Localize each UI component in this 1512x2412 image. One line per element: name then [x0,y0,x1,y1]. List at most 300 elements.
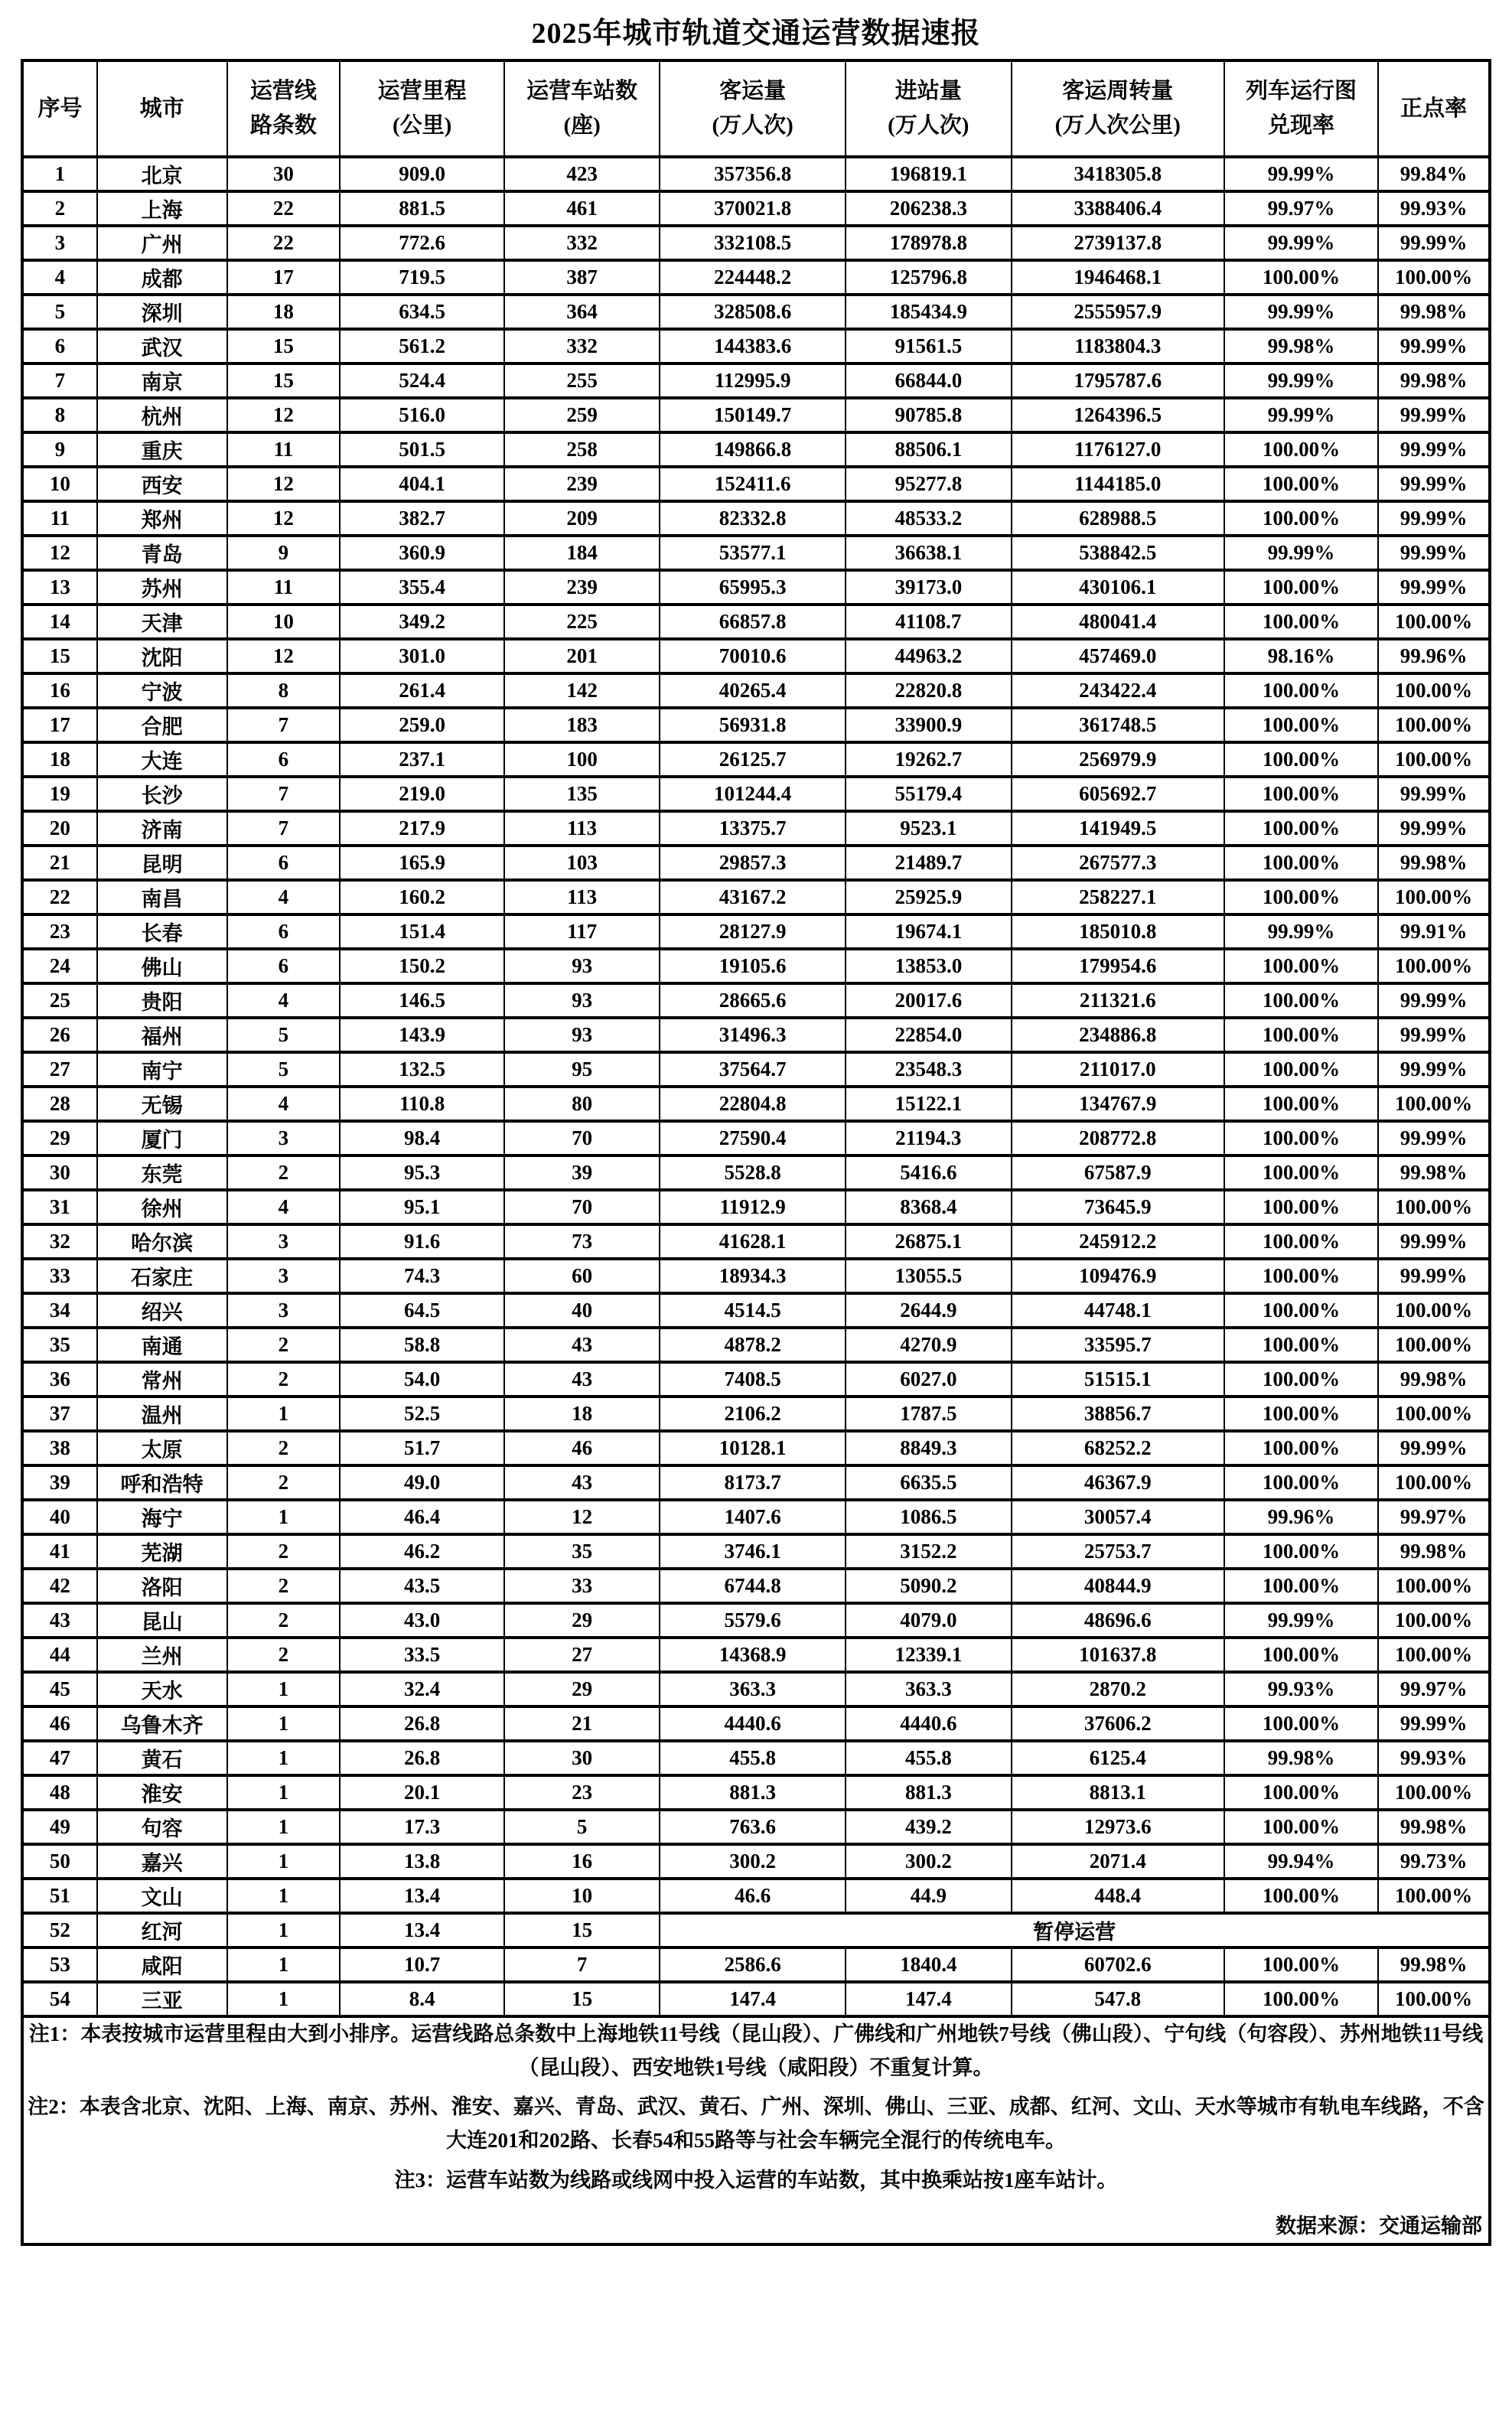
cell-passenger-turnover: 1183804.3 [1012,329,1224,363]
cell-punctuality-rate: 100.00% [1378,880,1490,914]
cell-city: 厦门 [97,1121,227,1155]
table-row [22,467,1490,501]
cell-entry-volume: 881.3 [846,1775,1012,1810]
cell-mileage-km: 8.4 [340,1982,504,2016]
cell-timetable-fulfillment-rate: 99.96% [1224,1500,1378,1534]
cell-passenger-turnover: 480041.4 [1012,605,1224,639]
cell-entry-volume: 88506.1 [846,432,1012,467]
table-row [22,432,1490,467]
cell-timetable-fulfillment-rate: 99.99% [1224,157,1378,191]
cell-punctuality-rate: 99.99% [1378,1224,1490,1259]
cell-serial: 49 [22,1810,97,1844]
cell-lines-count: 11 [227,432,341,467]
cell-city: 哈尔滨 [97,1224,227,1259]
cell-passenger-turnover: 243422.4 [1012,673,1224,708]
cell-timetable-fulfillment-rate: 99.99% [1224,295,1378,329]
cell-mileage-km: 382.7 [340,501,504,536]
cell-mileage-km: 516.0 [340,398,504,432]
cell-serial: 40 [22,1500,97,1534]
cell-timetable-fulfillment-rate: 99.93% [1224,1672,1378,1706]
cell-passenger-volume: 149866.8 [660,432,846,467]
cell-passenger-turnover: 48696.6 [1012,1603,1224,1638]
cell-passenger-volume: 101244.4 [660,777,846,811]
cell-lines-count: 1 [227,1982,341,2016]
cell-serial: 52 [22,1913,97,1948]
cell-entry-volume: 22820.8 [846,673,1012,708]
cell-passenger-volume: 8173.7 [660,1465,846,1500]
cell-mileage-km: 237.1 [340,742,504,777]
table-row [22,1052,1490,1087]
cell-city: 南宁 [97,1052,227,1087]
cell-city: 深圳 [97,295,227,329]
cell-stations-count: 5 [504,1810,660,1844]
cell-mileage-km: 909.0 [340,157,504,191]
table-row [22,1121,1490,1155]
cell-stations-count: 70 [504,1190,660,1224]
cell-passenger-turnover: 1264396.5 [1012,398,1224,432]
cell-lines-count: 2 [227,1569,341,1603]
cell-city: 温州 [97,1397,227,1431]
cell-lines-count: 3 [227,1293,341,1328]
cell-punctuality-rate: 99.84% [1378,157,1490,191]
cell-lines-count: 12 [227,467,341,501]
cell-serial: 46 [22,1706,97,1741]
cell-stations-count: 461 [504,191,660,226]
cell-passenger-volume: 144383.6 [660,329,846,363]
table-row [22,742,1490,777]
cell-serial: 26 [22,1018,97,1052]
cell-mileage-km: 634.5 [340,295,504,329]
cell-mileage-km: 46.2 [340,1534,504,1569]
cell-punctuality-rate: 100.00% [1378,260,1490,295]
cell-punctuality-rate: 99.99% [1378,1121,1490,1155]
cell-timetable-fulfillment-rate: 99.99% [1224,398,1378,432]
cell-punctuality-rate: 99.98% [1378,1810,1490,1844]
table-row [22,1603,1490,1638]
cell-punctuality-rate: 99.99% [1378,398,1490,432]
cell-entry-volume: 4440.6 [846,1706,1012,1741]
cell-stations-count: 239 [504,467,660,501]
cell-serial: 24 [22,949,97,983]
cell-serial: 7 [22,363,97,398]
table-row [22,1913,1490,1948]
cell-punctuality-rate: 99.98% [1378,1948,1490,1982]
cell-stations-count: 10 [504,1879,660,1913]
cell-passenger-volume: 14368.9 [660,1638,846,1672]
cell-lines-count: 15 [227,329,341,363]
cell-lines-count: 6 [227,914,341,949]
cell-passenger-volume: 881.3 [660,1775,846,1810]
cell-timetable-fulfillment-rate: 98.16% [1224,639,1378,673]
cell-timetable-fulfillment-rate: 100.00% [1224,1810,1378,1844]
cell-passenger-volume: 22804.8 [660,1087,846,1121]
cell-passenger-volume: 10128.1 [660,1431,846,1465]
cell-lines-count: 1 [227,1810,341,1844]
table-row [22,1638,1490,1672]
cell-timetable-fulfillment-rate: 100.00% [1224,260,1378,295]
cell-passenger-volume: 56931.8 [660,708,846,742]
cell-lines-count: 9 [227,536,341,570]
cell-timetable-fulfillment-rate: 100.00% [1224,1121,1378,1155]
cell-passenger-volume: 150149.7 [660,398,846,432]
cell-city: 昆明 [97,846,227,880]
cell-serial: 3 [22,226,97,260]
cell-lines-count: 1 [227,1879,341,1913]
cell-mileage-km: 146.5 [340,983,504,1018]
cell-passenger-volume: 763.6 [660,1810,846,1844]
cell-lines-count: 3 [227,1224,341,1259]
cell-lines-count: 6 [227,742,341,777]
cell-timetable-fulfillment-rate: 100.00% [1224,1052,1378,1087]
table-row [22,1500,1490,1534]
table-row [22,1775,1490,1810]
cell-punctuality-rate: 99.99% [1378,1706,1490,1741]
col-header-passenger-turnover: 客运周转量 (万人次公里) [1012,60,1224,157]
col-header-passenger-volume: 客运量 (万人次) [660,60,846,157]
cell-punctuality-rate: 100.00% [1378,742,1490,777]
cell-punctuality-rate: 100.00% [1378,1190,1490,1224]
table-row [22,570,1490,605]
cell-punctuality-rate: 100.00% [1378,1087,1490,1121]
cell-timetable-fulfillment-rate: 100.00% [1224,708,1378,742]
cell-lines-count: 7 [227,811,341,846]
cell-mileage-km: 143.9 [340,1018,504,1052]
cell-stations-count: 225 [504,605,660,639]
cell-entry-volume: 8849.3 [846,1431,1012,1465]
cell-mileage-km: 772.6 [340,226,504,260]
cell-city: 红河 [97,1913,227,1948]
cell-city: 北京 [97,157,227,191]
table-row [22,329,1490,363]
cell-stations-count: 46 [504,1431,660,1465]
cell-lines-count: 2 [227,1362,341,1397]
cell-stations-count: 29 [504,1603,660,1638]
cell-mileage-km: 32.4 [340,1672,504,1706]
cell-lines-count: 6 [227,846,341,880]
cell-timetable-fulfillment-rate: 100.00% [1224,1259,1378,1293]
cell-city: 文山 [97,1879,227,1913]
cell-punctuality-rate: 99.97% [1378,1672,1490,1706]
cell-passenger-volume: 18934.3 [660,1259,846,1293]
cell-lines-count: 30 [227,157,341,191]
cell-entry-volume: 1840.4 [846,1948,1012,1982]
cell-punctuality-rate: 100.00% [1378,1465,1490,1500]
cell-stations-count: 39 [504,1155,660,1190]
cell-lines-count: 3 [227,1121,341,1155]
cell-entry-volume: 363.3 [846,1672,1012,1706]
cell-city: 嘉兴 [97,1844,227,1879]
cell-mileage-km: 20.1 [340,1775,504,1810]
cell-serial: 19 [22,777,97,811]
cell-passenger-turnover: 457469.0 [1012,639,1224,673]
cell-entry-volume: 13853.0 [846,949,1012,983]
cell-stations-count: 73 [504,1224,660,1259]
cell-stations-count: 103 [504,846,660,880]
cell-passenger-volume: 40265.4 [660,673,846,708]
cell-lines-count: 5 [227,1052,341,1087]
cell-lines-count: 6 [227,949,341,983]
cell-serial: 16 [22,673,97,708]
cell-serial: 37 [22,1397,97,1431]
cell-stations-count: 35 [504,1534,660,1569]
cell-serial: 21 [22,846,97,880]
cell-lines-count: 2 [227,1328,341,1362]
cell-mileage-km: 74.3 [340,1259,504,1293]
table-row [22,708,1490,742]
cell-mileage-km: 132.5 [340,1052,504,1087]
cell-passenger-turnover: 1144185.0 [1012,467,1224,501]
cell-passenger-turnover: 179954.6 [1012,949,1224,983]
cell-city: 青岛 [97,536,227,570]
cell-passenger-volume: 46.6 [660,1879,846,1913]
table-row [22,1569,1490,1603]
cell-entry-volume: 33900.9 [846,708,1012,742]
table-row [22,914,1490,949]
cell-stations-count: 43 [504,1328,660,1362]
cell-lines-count: 2 [227,1603,341,1638]
cell-serial: 1 [22,157,97,191]
cell-stations-count: 70 [504,1121,660,1155]
cell-passenger-volume: 4440.6 [660,1706,846,1741]
cell-entry-volume: 6027.0 [846,1362,1012,1397]
cell-city: 郑州 [97,501,227,536]
note-3: 注3：运营车站数为线路或线网中投入运营的车站数，其中换乘站按1座车站计。 [394,2168,1118,2192]
cell-timetable-fulfillment-rate: 100.00% [1224,1397,1378,1431]
cell-serial: 13 [22,570,97,605]
cell-mileage-km: 13.4 [340,1913,504,1948]
cell-timetable-fulfillment-rate: 100.00% [1224,1328,1378,1362]
cell-serial: 9 [22,432,97,467]
cell-city: 常州 [97,1362,227,1397]
transit-operations-table [21,59,1491,2246]
cell-city: 石家庄 [97,1259,227,1293]
cell-passenger-turnover: 448.4 [1012,1879,1224,1913]
header-row [22,60,1490,157]
cell-timetable-fulfillment-rate: 100.00% [1224,605,1378,639]
cell-city: 武汉 [97,329,227,363]
cell-serial: 54 [22,1982,97,2016]
cell-timetable-fulfillment-rate: 100.00% [1224,777,1378,811]
table-row [22,811,1490,846]
table-row [22,949,1490,983]
cell-stations-count: 95 [504,1052,660,1087]
cell-entry-volume: 48533.2 [846,501,1012,536]
cell-city: 呼和浩特 [97,1465,227,1500]
cell-stations-count: 239 [504,570,660,605]
cell-entry-volume: 21489.7 [846,846,1012,880]
cell-mileage-km: 26.8 [340,1706,504,1741]
cell-passenger-turnover: 51515.1 [1012,1362,1224,1397]
cell-stations-count: 113 [504,811,660,846]
cell-entry-volume: 41108.7 [846,605,1012,639]
cell-city: 沈阳 [97,639,227,673]
cell-punctuality-rate: 99.99% [1378,226,1490,260]
table-row [22,639,1490,673]
cell-mileage-km: 98.4 [340,1121,504,1155]
cell-timetable-fulfillment-rate: 100.00% [1224,846,1378,880]
cell-punctuality-rate: 99.98% [1378,295,1490,329]
cell-entry-volume: 20017.6 [846,983,1012,1018]
cell-passenger-turnover: 1176127.0 [1012,432,1224,467]
cell-punctuality-rate: 99.98% [1378,1362,1490,1397]
cell-entry-volume: 13055.5 [846,1259,1012,1293]
cell-mileage-km: 301.0 [340,639,504,673]
cell-passenger-turnover: 134767.9 [1012,1087,1224,1121]
note-2: 注2：本表含北京、沈阳、上海、南京、苏州、淮安、嘉兴、青岛、武汉、黄石、广州、深圳、佛山、三亚、成都、红河、文山、天水等城市有轨电车线路，不含大连201和202路、长春54和55路等与社会车辆完全混行的传统电车。 [28,2095,1484,2153]
cell-lines-count: 4 [227,1190,341,1224]
cell-city: 乌鲁木齐 [97,1706,227,1741]
cell-serial: 34 [22,1293,97,1328]
cell-passenger-turnover: 361748.5 [1012,708,1224,742]
cell-entry-volume: 6635.5 [846,1465,1012,1500]
cell-city: 句容 [97,1810,227,1844]
cell-stations-count: 15 [504,1913,660,1948]
cell-mileage-km: 33.5 [340,1638,504,1672]
cell-timetable-fulfillment-rate: 100.00% [1224,1948,1378,1982]
cell-passenger-turnover: 141949.5 [1012,811,1224,846]
cell-passenger-volume: 357356.8 [660,157,846,191]
cell-mileage-km: 501.5 [340,432,504,467]
cell-passenger-turnover: 68252.2 [1012,1431,1224,1465]
cell-timetable-fulfillment-rate: 100.00% [1224,1879,1378,1913]
cell-lines-count: 2 [227,1431,341,1465]
cell-lines-count: 22 [227,191,341,226]
cell-stations-count: 43 [504,1465,660,1500]
cell-punctuality-rate: 99.99% [1378,777,1490,811]
cell-passenger-turnover: 628988.5 [1012,501,1224,536]
table-row [22,1328,1490,1362]
cell-stations-count: 60 [504,1259,660,1293]
cell-serial: 44 [22,1638,97,1672]
cell-city: 黄石 [97,1741,227,1775]
cell-passenger-volume: 13375.7 [660,811,846,846]
cell-mileage-km: 91.6 [340,1224,504,1259]
cell-passenger-volume: 28127.9 [660,914,846,949]
cell-serial: 23 [22,914,97,949]
cell-mileage-km: 881.5 [340,191,504,226]
cell-entry-volume: 1086.5 [846,1500,1012,1534]
cell-timetable-fulfillment-rate: 100.00% [1224,949,1378,983]
cell-passenger-volume: 3746.1 [660,1534,846,1569]
cell-passenger-turnover: 2870.2 [1012,1672,1224,1706]
table-row [22,191,1490,226]
cell-mileage-km: 52.5 [340,1397,504,1431]
cell-passenger-volume: 27590.4 [660,1121,846,1155]
cell-passenger-turnover: 30057.4 [1012,1500,1224,1534]
cell-stations-count: 16 [504,1844,660,1879]
col-header-punctuality-rate: 正点率 [1378,60,1490,157]
cell-timetable-fulfillment-rate: 99.99% [1224,536,1378,570]
cell-passenger-turnover: 538842.5 [1012,536,1224,570]
cell-passenger-turnover: 258227.1 [1012,880,1224,914]
cell-punctuality-rate: 99.99% [1378,536,1490,570]
cell-timetable-fulfillment-rate: 100.00% [1224,1569,1378,1603]
cell-passenger-volume: 1407.6 [660,1500,846,1534]
cell-mileage-km: 58.8 [340,1328,504,1362]
cell-entry-volume: 4270.9 [846,1328,1012,1362]
cell-stations-count: 18 [504,1397,660,1431]
cell-mileage-km: 349.2 [340,605,504,639]
cell-serial: 50 [22,1844,97,1879]
table-row [22,1431,1490,1465]
cell-serial: 11 [22,501,97,536]
table-row [22,1879,1490,1913]
cell-passenger-turnover: 3418305.8 [1012,157,1224,191]
cell-timetable-fulfillment-rate: 100.00% [1224,467,1378,501]
cell-mileage-km: 561.2 [340,329,504,363]
cell-timetable-fulfillment-rate: 100.00% [1224,1534,1378,1569]
cell-city: 三亚 [97,1982,227,2016]
cell-city: 无锡 [97,1087,227,1121]
cell-stations-count: 364 [504,295,660,329]
cell-timetable-fulfillment-rate: 100.00% [1224,570,1378,605]
cell-stations-count: 7 [504,1948,660,1982]
cell-serial: 17 [22,708,97,742]
cell-serial: 47 [22,1741,97,1775]
cell-lines-count: 17 [227,260,341,295]
cell-entry-volume: 15122.1 [846,1087,1012,1121]
cell-passenger-turnover: 1795787.6 [1012,363,1224,398]
cell-passenger-turnover: 3388406.4 [1012,191,1224,226]
cell-timetable-fulfillment-rate: 100.00% [1224,1087,1378,1121]
cell-city: 兰州 [97,1638,227,1672]
cell-stations-count: 255 [504,363,660,398]
cell-stations-count: 259 [504,398,660,432]
cell-serial: 22 [22,880,97,914]
table-row [22,157,1490,191]
table-row [22,1982,1490,2016]
cell-mileage-km: 51.7 [340,1431,504,1465]
cell-passenger-volume: 19105.6 [660,949,846,983]
cell-punctuality-rate: 99.97% [1378,1500,1490,1534]
cell-punctuality-rate: 99.99% [1378,1431,1490,1465]
cell-serial: 15 [22,639,97,673]
cell-lines-count: 12 [227,639,341,673]
cell-timetable-fulfillment-rate: 99.99% [1224,914,1378,949]
cell-timetable-fulfillment-rate: 100.00% [1224,673,1378,708]
cell-passenger-volume: 147.4 [660,1982,846,2016]
cell-entry-volume: 44963.2 [846,639,1012,673]
cell-passenger-turnover: 605692.7 [1012,777,1224,811]
cell-passenger-volume: 4878.2 [660,1328,846,1362]
cell-lines-count: 1 [227,1775,341,1810]
cell-mileage-km: 355.4 [340,570,504,605]
table-row [22,260,1490,295]
cell-punctuality-rate: 100.00% [1378,1569,1490,1603]
cell-mileage-km: 54.0 [340,1362,504,1397]
cell-passenger-turnover: 109476.9 [1012,1259,1224,1293]
table-row [22,1948,1490,1982]
cell-passenger-volume: 332108.5 [660,226,846,260]
cell-passenger-volume: 31496.3 [660,1018,846,1052]
cell-entry-volume: 19674.1 [846,914,1012,949]
cell-lines-count: 3 [227,1259,341,1293]
cell-entry-volume: 3152.2 [846,1534,1012,1569]
cell-lines-count: 18 [227,295,341,329]
table-row [22,605,1490,639]
cell-city: 徐州 [97,1190,227,1224]
cell-city: 重庆 [97,432,227,467]
cell-city: 西安 [97,467,227,501]
cell-lines-count: 2 [227,1155,341,1190]
cell-mileage-km: 46.4 [340,1500,504,1534]
cell-timetable-fulfillment-rate: 100.00% [1224,1190,1378,1224]
cell-passenger-volume: 7408.5 [660,1362,846,1397]
cell-passenger-volume: 5579.6 [660,1603,846,1638]
cell-punctuality-rate: 99.98% [1378,1534,1490,1569]
cell-serial: 2 [22,191,97,226]
cell-stations-count: 93 [504,983,660,1018]
